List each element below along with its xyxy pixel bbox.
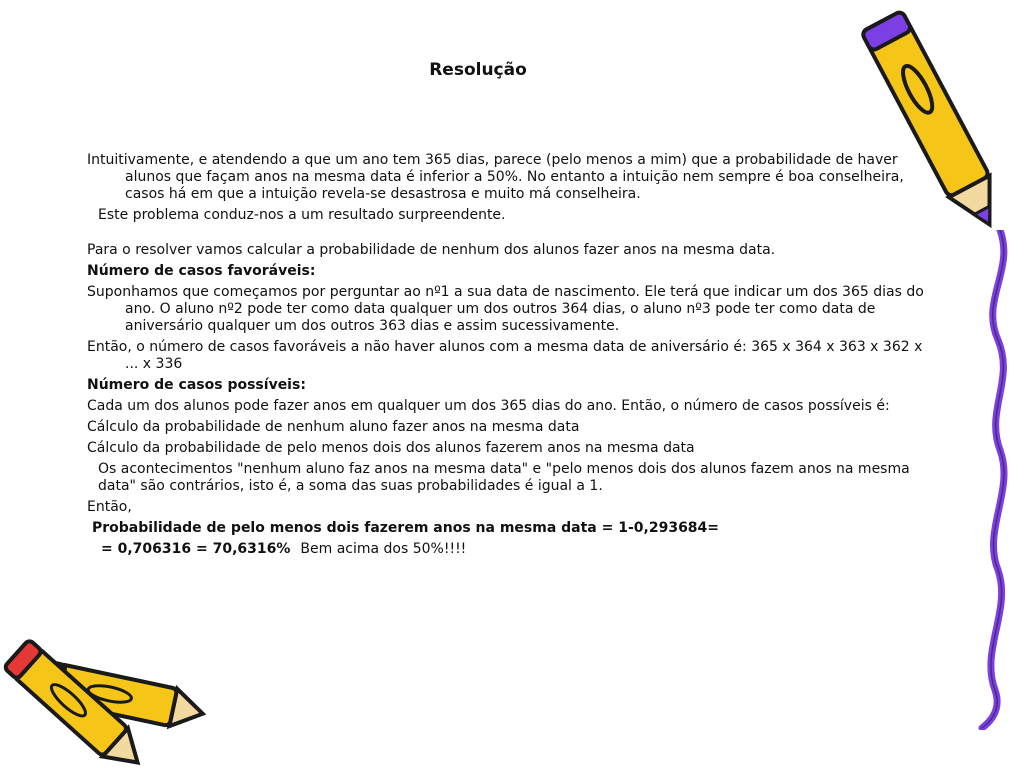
result-note: Bem acima dos 50%!!!!: [300, 541, 467, 557]
paragraph-calc-none: Cálculo da probabilidade de nenhum aluno fazer anos na mesma data: [87, 419, 580, 435]
vine-clipart-icon: [960, 230, 1020, 730]
result-value: = 0,706316 = 70,6316%: [101, 541, 291, 557]
crossed-pencils-icon: [0, 618, 210, 768]
heading-favorable-cases: Número de casos favoráveis:: [87, 263, 316, 279]
paragraph-then: Então,: [87, 499, 132, 515]
heading-possible-cases: Número de casos possíveis:: [87, 377, 306, 393]
paragraph-approach: Para o resolver vamos calcular a probabilidade de nenhum dos alunos fazer anos na mesma data.: [87, 242, 776, 258]
paragraph-complementary-events: Os acontecimentos "nenhum aluno faz anos na mesma data" e "pelo menos dois dos alunos fazem anos na mesma data" são contrários, isto é, a soma das suas probabilidades é igual a 1.: [98, 461, 910, 494]
paragraph-calc-at-least-two: Cálculo da probabilidade de pelo menos dois dos alunos fazerem anos na mesma data: [87, 440, 695, 456]
paragraph-possible-count: Cada um dos alunos pode fazer anos em qualquer um dos 365 dias do ano. Então, o número de casos possíveis é:: [87, 398, 890, 414]
slide-title: Resolução: [429, 60, 527, 80]
slide-body: [87, 152, 939, 562]
pencil-clipart-icon: [860, 0, 1010, 245]
paragraph-intuition: Intuitivamente, e atendendo a que um ano tem 365 dias, parece (pelo menos a mim) que a probabilidade de haver alunos que façam anos na mesma data é inferior a 50%. No entanto a intuição nem sempre é boa conselheira, casos há em que a intuição revela-se desastrosa e muito má conselheira.: [87, 152, 904, 202]
result-formula: Probabilidade de pelo menos dois fazerem anos na mesma data = 1-0,293684=: [92, 520, 720, 536]
paragraph-favorable-count: Então, o número de casos favoráveis a não haver alunos com a mesma data de aniversário é: 365 x 364 x 363 x 362 x ... x 336: [87, 339, 923, 372]
paragraph-surprising-result: Este problema conduz-nos a um resultado surpreendente.: [98, 207, 506, 223]
result-line: [87, 541, 939, 558]
paragraph-suppose: Suponhamos que começamos por perguntar ao nº1 a sua data de nascimento. Ele terá que indicar um dos 365 dias do ano. O aluno nº2 pode ter como data qualquer um dos outros 364 dias, o aluno nº3 pode ter como data de aniversário qualquer um dos outros 363 dias e assim sucessivamente.: [87, 284, 924, 334]
